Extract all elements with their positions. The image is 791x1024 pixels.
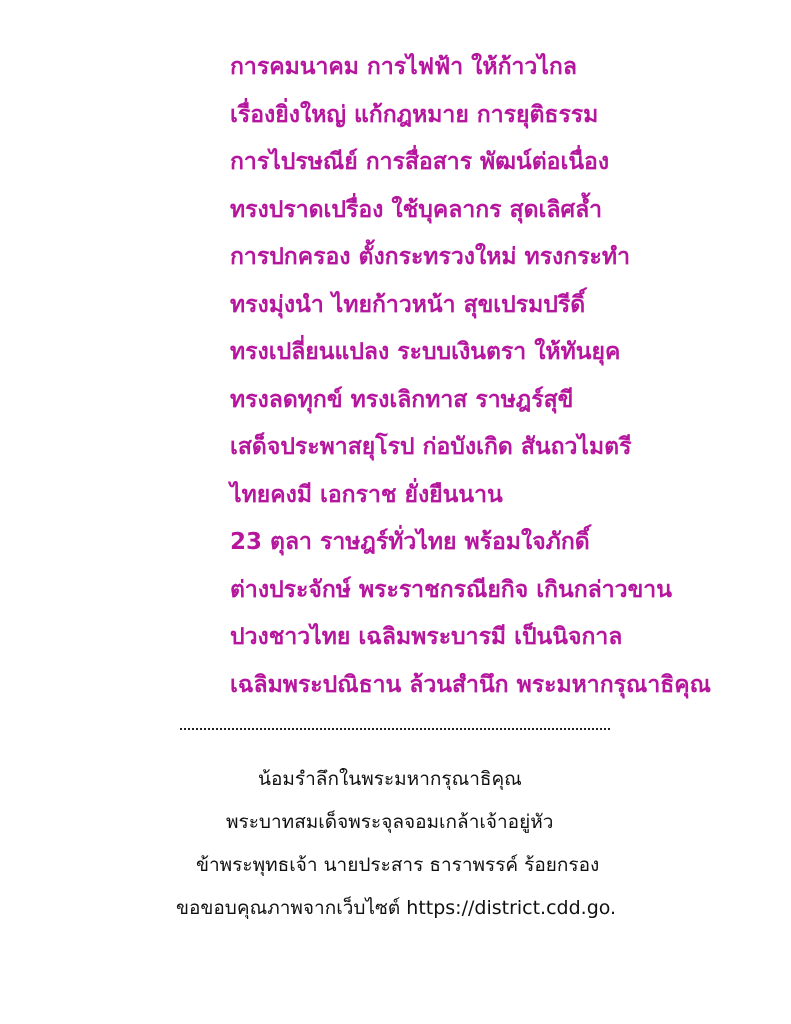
poem-line: ทรงปราดเปรื่อง ใช้บุคลากร สุดเลิศล้ำ [230, 196, 603, 223]
poem-line: 23 ตุลา ราษฎร์ทั่วไทย พร้อมใจภักดิ์ [230, 529, 590, 555]
poem-line: ทรงมุ่งนำ ไทยก้าวหน้า สุขเปรมปรีดิ์ [230, 291, 586, 318]
poem-line: เสด็จประพาสยุโรป ก่อบังเกิด สันถวไมตรี [230, 434, 632, 460]
author-line: ข้าพระพุทธเจ้า นายประสาร ธาราพรรค์ ร้อยกรอง [196, 854, 600, 876]
poem-line: ทรงลดทุกข์ ทรงเลิกทาส ราษฎร์สุขี [230, 386, 574, 413]
poem-verse [230, 44, 770, 709]
poem-line: ปวงชาวไทย เฉลิมพระบารมี เป็นนิจกาล [230, 624, 623, 650]
poem-line: การไปรษณีย์ การสื่อสาร พัฒน์ต่อเนื่อง [230, 149, 610, 175]
poem-line: ทรงเปลี่ยนแปลง ระบบเงินตรา ให้ทันยุค [230, 339, 621, 365]
king-name-line: พระบาทสมเด็จพระจุลจอมเกล้าเจ้าอยู่หัว [226, 811, 554, 833]
image-credit-line: ขอขอบคุณภาพจากเว็บไซต์ https://district.cdd.go. [176, 897, 617, 919]
credits-block [0, 758, 791, 930]
poem-line: เฉลิมพระปณิธาน ล้วนสำนึก พระมหากรุณาธิคุณ [230, 671, 712, 698]
dotted-divider [180, 728, 610, 730]
poem-line: เรื่องยิ่งใหญ่ แก้กฎหมาย การยุติธรรม [230, 101, 599, 128]
poem-line: การปกครอง ตั้งกระทรวงใหม่ ทรงกระทำ [230, 244, 630, 270]
poem-line: การคมนาคม การไฟฟ้า ให้ก้าวไกล [230, 54, 577, 80]
dedication-line: น้อมรำลึกในพระมหากรุณาธิคุณ [258, 768, 522, 790]
poem-line: ไทยคงมี เอกราช ยั่งยืนนาน [230, 481, 503, 508]
poem-line: ต่างประจักษ์ พระราชกรณียกิจ เกินกล่าวขาน [230, 576, 672, 603]
